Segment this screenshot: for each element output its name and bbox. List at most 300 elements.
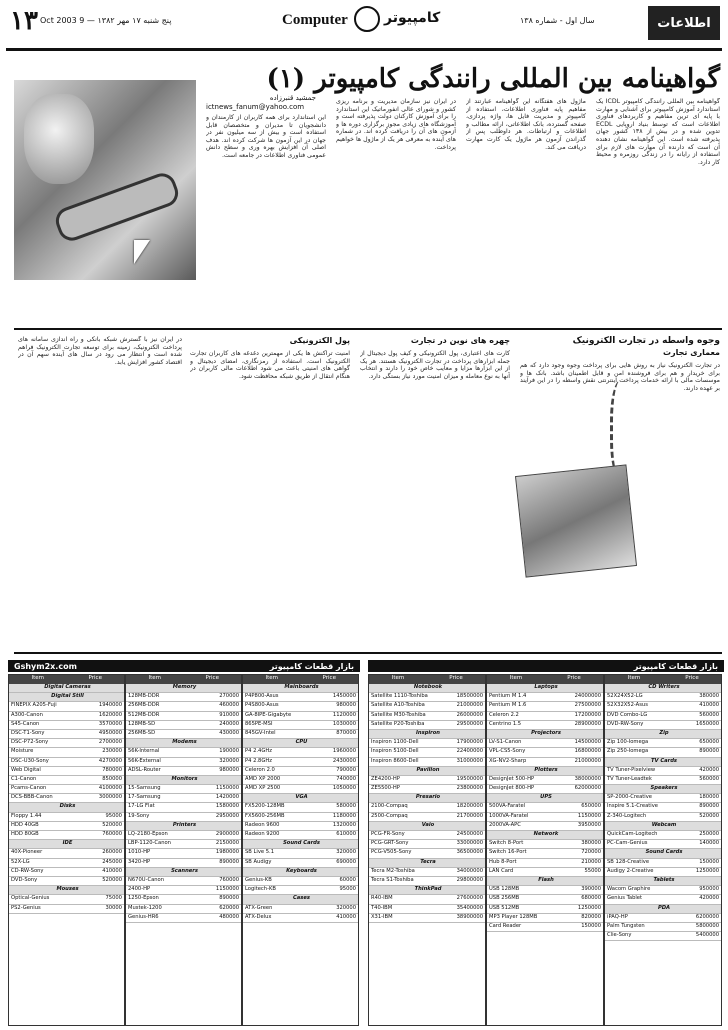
item-price: 55000 <box>584 867 601 874</box>
table-row <box>369 895 485 904</box>
table-row <box>369 831 485 840</box>
item-price: 680000 <box>581 895 601 902</box>
category-row <box>605 730 721 739</box>
table-row <box>243 914 358 923</box>
item-price: 36500000 <box>456 849 483 856</box>
item-name: GA-8IPE-Gigabyte <box>245 711 292 718</box>
table-row <box>487 702 603 711</box>
item-name: Switch 16-Port <box>489 849 527 856</box>
table-header <box>487 675 603 684</box>
item-price: 980000 <box>219 766 239 773</box>
item-price: 33000000 <box>456 840 483 847</box>
category-label: Monitors <box>171 775 198 782</box>
category-label: Pavilion <box>416 766 440 773</box>
item-name: Switch 8-Port <box>489 840 524 847</box>
table-row <box>243 877 358 886</box>
item-name: Satellite P20-Toshiba <box>371 720 425 727</box>
item-name: Card Reader <box>489 922 522 929</box>
article-column-1: گواهینامه بین المللی رانندگی کامپیوتر ICDL یک استاندارد آموزش کامپیوتر برای آشنایی و مهارت با پایه ای ترین مفاهیم و کاربردهای فناوری اطلاعات است که توسط بنیاد اروپایی ECDL تدوین شده و در بیش از ۱۳۸ کشور جهان پذیرفته شده است. این گواهینامه نشان دهنده آن است که دارنده آن مهارت های لازم برای استفاده از رایانه را در زندگی روزمره و محیط کار دارد. <box>596 98 720 166</box>
item-price: 420000 <box>699 895 719 902</box>
market-left <box>8 660 360 672</box>
category-row <box>369 730 485 739</box>
item-price: 6200000 <box>695 913 719 920</box>
item-price: 380000 <box>581 840 601 847</box>
item-name: 128MB-SD <box>128 720 156 727</box>
item-name: HDD 40GB <box>11 821 39 828</box>
item-name: LQ-2180-Epson <box>128 831 168 837</box>
item-name: Genius Tablet <box>607 895 643 902</box>
item-price: 520000 <box>699 812 719 819</box>
item-name: Wacom Graphire <box>607 886 651 893</box>
item-name: 56K-External <box>128 757 161 764</box>
table-row <box>126 859 241 868</box>
category-row <box>487 877 603 886</box>
item-name: ATX-Green <box>245 904 273 911</box>
table-row <box>605 923 721 932</box>
category-label: Zip <box>659 729 669 736</box>
table-row <box>487 840 603 849</box>
item-name: N670U-Canon <box>128 876 165 883</box>
item-price: 27500000 <box>574 702 601 709</box>
item-name: PC-Cam-Genius <box>607 840 648 847</box>
item-price: 1580000 <box>215 803 239 810</box>
table-row <box>605 776 721 785</box>
item-name: 2400-HP <box>128 886 151 893</box>
market-table-column <box>125 674 242 1026</box>
item-name: USB 128MB <box>489 886 520 893</box>
category-label: Plotters <box>534 766 558 773</box>
item-name: PCG-GRT-Sony <box>371 840 409 847</box>
category-label: Memory <box>172 684 197 690</box>
item-price: 520000 <box>102 876 122 883</box>
item-name: HDD 80GB <box>11 831 39 837</box>
item-price: 1050000 <box>332 785 356 792</box>
item-price: 16800000 <box>574 748 601 755</box>
item-price: 18200000 <box>456 803 483 810</box>
item-price: 1320000 <box>332 821 356 828</box>
table-row <box>487 905 603 914</box>
item-price: 980000 <box>336 702 356 709</box>
item-price: 320000 <box>336 849 356 856</box>
table-row <box>243 886 358 895</box>
item-name: Inspire 5.1-Creative <box>607 803 658 810</box>
item-price: 790000 <box>336 766 356 773</box>
item-price: 1980000 <box>215 849 239 856</box>
item-price: 4270000 <box>98 757 122 764</box>
category-label: Digital Still <box>51 693 84 700</box>
table-row <box>605 813 721 822</box>
table-header <box>9 675 124 684</box>
table-row <box>126 895 241 904</box>
category-row <box>243 840 358 849</box>
item-price: 950000 <box>699 886 719 893</box>
category-row <box>369 767 485 776</box>
table-row <box>605 739 721 748</box>
item-price: 30000 <box>105 904 122 911</box>
item-name: DSC-U30-Sony <box>11 757 49 764</box>
item-name: Zip 100-Iomega <box>607 739 649 746</box>
category-label: Laptops <box>534 684 558 690</box>
issue-number: سال اول - شماره ۱۳۸ <box>520 16 595 25</box>
market-table-column <box>242 674 359 1026</box>
category-label: UPS <box>540 794 552 801</box>
item-price: 190000 <box>219 748 239 755</box>
table-row <box>9 758 124 767</box>
article2-body-1: در تجارت الکترونیک نیاز به روش هایی برای پرداخت وجوه وجود دارد که هم برای خریدار و هم برای فروشنده امن و قابل اطمینان باشد. بانک ها و موسسات مالی با ارائه خدمات پرداخت اینترنتی نقش واسطه را در این فرآیند بر عهده دارند. <box>520 362 720 392</box>
category-label: Sound Cards <box>283 840 320 847</box>
column-header: Item <box>148 675 162 681</box>
category-row <box>243 794 358 803</box>
item-price: 29800000 <box>456 876 483 883</box>
category-label: Tecra <box>420 858 436 865</box>
table-row <box>487 748 603 757</box>
item-price: 890000 <box>219 895 239 902</box>
category-label: CD Writers <box>648 684 680 690</box>
category-row <box>605 822 721 831</box>
category-row <box>369 822 485 831</box>
column-header: Item <box>265 675 279 681</box>
category-row <box>487 730 603 739</box>
table-row <box>126 914 241 923</box>
item-price: 270000 <box>219 693 239 700</box>
category-label: Flash <box>538 876 554 883</box>
column-header: Price <box>567 675 581 681</box>
item-price: 1960000 <box>332 748 356 755</box>
category-label: Webcam <box>651 821 677 828</box>
item-price: 250000 <box>699 831 719 837</box>
market-section <box>8 660 724 1024</box>
table-row <box>243 776 358 785</box>
item-name: 2500-Compaq <box>371 812 408 819</box>
item-price: 17200000 <box>574 711 601 718</box>
item-name: XG-NV2-Sharp <box>489 757 527 764</box>
item-name: 2000VA-APC <box>489 821 521 828</box>
table-row <box>9 831 124 840</box>
item-name: 19-Sony <box>128 812 150 819</box>
item-price: 2700000 <box>98 739 122 746</box>
table-row <box>243 712 358 721</box>
item-name: DSC-P72-Sony <box>11 739 49 746</box>
table-row <box>369 693 485 702</box>
table-row <box>9 822 124 831</box>
category-row <box>369 684 485 693</box>
item-price: 150000 <box>581 922 601 929</box>
item-name: Genius-KB <box>245 876 272 883</box>
category-label: Inspiron <box>415 729 441 736</box>
item-name: 52X-LG <box>11 858 30 865</box>
item-price: 22400000 <box>456 748 483 755</box>
item-name: 17-LG Flat <box>128 803 155 810</box>
item-price: 38900000 <box>456 913 483 920</box>
category-row <box>126 776 241 785</box>
table-row <box>126 840 241 849</box>
item-price: 410000 <box>699 702 719 709</box>
item-name: Inspiron 8600-Dell <box>371 757 419 764</box>
item-price: 320000 <box>219 757 239 764</box>
item-price: 60000 <box>339 876 356 883</box>
table-row <box>487 849 603 858</box>
item-name: 128MB-DDR <box>128 693 160 700</box>
item-name: A300-Canon <box>11 711 43 718</box>
item-price: 560000 <box>699 775 719 782</box>
category-label: Keyboards <box>286 867 317 874</box>
table-row <box>487 785 603 794</box>
category-label: Printers <box>172 821 197 828</box>
category-label: Presario <box>415 794 441 801</box>
item-price: 260000 <box>102 849 122 856</box>
item-name: 56K-Internal <box>128 748 160 755</box>
category-row <box>487 684 603 693</box>
item-name: ZE4200-HP <box>371 775 400 782</box>
item-name: Genius-HR6 <box>128 913 159 920</box>
item-price: 3000000 <box>98 794 122 801</box>
author-email: ictnews_fanum@yahoo.com <box>206 103 305 111</box>
table-row <box>243 721 358 730</box>
item-price: 5800000 <box>695 922 719 929</box>
category-label: Digital Cameras <box>44 684 91 690</box>
table-row <box>126 712 241 721</box>
item-name: 17-Samsung <box>128 794 161 801</box>
item-name: Floppy 1.44 <box>11 812 42 819</box>
item-name: Pcams-Canon <box>11 785 47 792</box>
table-row <box>369 877 485 886</box>
item-price: 1150000 <box>215 886 239 893</box>
item-price: 210000 <box>581 858 601 865</box>
table-row <box>9 813 124 822</box>
item-price: 34000000 <box>456 867 483 874</box>
article2-body-4: در ایران نیز با گسترش شبکه بانکی و راه اندازی سامانه های پرداخت الکترونیک، زمینه برای توسعه تجارت الکترونیک فراهم شده است و انتظار می رود در سال های آینده سهم آن در اقتصاد کشور افزایش یابد. <box>18 336 182 366</box>
market-left-source: Gshym2x.com <box>14 661 77 671</box>
table-row <box>369 739 485 748</box>
item-name: CD-RW-Sony <box>11 867 44 874</box>
table-row <box>369 721 485 730</box>
table-row <box>126 748 241 757</box>
table-row <box>126 785 241 794</box>
table-row <box>369 868 485 877</box>
table-row <box>369 712 485 721</box>
item-name: USB 512MB <box>489 904 520 911</box>
item-price: 35400000 <box>456 904 483 911</box>
category-label: Sound Cards <box>645 849 683 856</box>
item-name: Optical-Genius <box>11 895 50 902</box>
item-price: 2950000 <box>215 812 239 819</box>
item-price: 1120000 <box>332 711 356 718</box>
item-price: 1030000 <box>332 720 356 727</box>
table-row <box>369 914 485 923</box>
item-name: ADSL-Router <box>128 766 161 773</box>
table-row <box>487 813 603 822</box>
item-name: Radeon 9600 <box>245 821 280 828</box>
item-price: 28900000 <box>574 720 601 727</box>
item-name: VPL-CS5-Sony <box>489 748 526 755</box>
item-name: FINEPIX A205-Fuji <box>11 702 57 709</box>
item-name: Celeron 2.2 <box>489 711 519 718</box>
table-row <box>126 849 241 858</box>
table-row <box>9 794 124 803</box>
item-name: DSC-T1-Sony <box>11 729 45 736</box>
item-price: 2150000 <box>215 840 239 847</box>
category-label: Projectors <box>531 729 561 736</box>
article2-body-2: کارت های اعتباری، پول الکترونیکی و کیف پول دیجیتال از جمله ابزارهای پرداخت در تجارت الکترونیک هستند. هر یک از این ابزارها مزایا و معایب خاص خود را دارند و انتخاب آنها به نوع معامله و میزان امنیت مورد نیاز بستگی دارد. <box>360 350 510 380</box>
category-row <box>126 684 241 693</box>
article-column-3: در ایران نیز سازمان مدیریت و برنامه ریزی کشور و شورای عالی انفورماتیک این استاندارد را برای آموزش کارکنان دولت پذیرفته است و آموزشگاه های زیادی مجوز برگزاری دوره ها و آزمون های آن را دریافت کرده اند. در شماره های آینده به معرفی هر یک از ماژول ها خواهیم پرداخت. <box>336 98 456 151</box>
item-price: 380000 <box>699 693 719 700</box>
table-row <box>487 776 603 785</box>
newspaper-logo: اطلاعات <box>648 6 720 40</box>
table-row <box>605 693 721 702</box>
table-row <box>369 785 485 794</box>
item-name: 845GV-Intel <box>245 729 276 736</box>
item-name: Mustek-1200 <box>128 904 162 911</box>
item-price: 410000 <box>336 913 356 920</box>
column-header: Price <box>205 675 219 681</box>
table-row <box>9 721 124 730</box>
item-name: Moisture <box>11 748 34 755</box>
item-name: USB 256MB <box>489 895 520 902</box>
table-row <box>243 831 358 840</box>
item-name: ATX-Delux <box>245 913 272 920</box>
item-name: AMD XP 2500 <box>245 785 281 792</box>
table-row <box>487 803 603 812</box>
article2-subtitle-1: معماری تجارت <box>663 348 720 357</box>
item-name: Satellite 1110-Toshiba <box>371 693 428 700</box>
item-price: 870000 <box>336 729 356 736</box>
item-name: Radeon 9200 <box>245 831 280 837</box>
banknote-image <box>515 464 637 577</box>
item-name: SP-2000-Creative <box>607 794 652 801</box>
item-name: 15-Samsung <box>128 785 161 792</box>
item-name: ZE5500-HP <box>371 785 400 792</box>
table-row <box>369 758 485 767</box>
item-price: 320000 <box>336 904 356 911</box>
table-row <box>126 794 241 803</box>
item-name: SB Audigy <box>245 858 272 865</box>
item-name: LAN Card <box>489 867 514 874</box>
item-name: T40-IBM <box>371 904 393 911</box>
item-price: 27600000 <box>456 895 483 902</box>
category-row <box>605 877 721 886</box>
column-header: Price <box>88 675 102 681</box>
item-price: 480000 <box>219 913 239 920</box>
item-name: Clie-Sony <box>607 932 632 939</box>
category-row <box>487 831 603 840</box>
item-price: 780000 <box>102 766 122 773</box>
article-author: جمشید قنبرزاده <box>269 94 316 102</box>
category-row <box>126 739 241 748</box>
category-row <box>9 684 124 693</box>
item-name: Tecra M2-Toshiba <box>371 867 415 874</box>
globe-icon <box>354 6 380 32</box>
item-name: C1-Canon <box>11 775 37 782</box>
table-row <box>243 813 358 822</box>
column-header: Item <box>627 675 641 681</box>
table-row <box>9 895 124 904</box>
item-price: 580000 <box>336 803 356 810</box>
article2-body-3: امنیت تراکنش ها یکی از مهمترین دغدغه های کاربران تجارت الکترونیک است. استفاده از رمزنگاری، امضای دیجیتال و گواهی های امنیتی باعث می شود اطلاعات مالی کاربران در هنگام انتقال از طریق شبکه محافظت شود. <box>190 350 350 380</box>
item-name: Tecra S1-Toshiba <box>371 876 414 883</box>
table-row <box>126 721 241 730</box>
category-row <box>243 739 358 748</box>
item-name: 52X32X52-Asus <box>607 702 648 709</box>
table-row <box>369 905 485 914</box>
item-price: 38000000 <box>574 775 601 782</box>
item-price: 4950000 <box>98 729 122 736</box>
person-face-image <box>24 94 94 184</box>
category-label: Disks <box>59 803 76 810</box>
market-right-title: بازار قطعات کامپیوتر <box>633 661 718 671</box>
item-name: 256MB-DDR <box>128 702 160 709</box>
item-price: 1620000 <box>98 711 122 718</box>
item-name: Celeron 2.0 <box>245 766 275 773</box>
table-row <box>369 803 485 812</box>
table-row <box>9 849 124 858</box>
category-row <box>605 785 721 794</box>
item-name: TV Tuner-Pixelview <box>607 766 656 773</box>
category-row <box>9 803 124 812</box>
item-price: 5400000 <box>695 932 719 939</box>
table-row <box>9 859 124 868</box>
item-name: PCG-FR-Sony <box>371 831 405 837</box>
category-row <box>487 794 603 803</box>
article-headline: گواهینامه بین المللی رانندگی کامپیوتر (۱) <box>266 64 720 94</box>
table-row <box>9 877 124 886</box>
item-name: 1250-Epson <box>128 895 159 902</box>
item-name: Logitech-KB <box>245 886 276 893</box>
item-name: iPAQ-HP <box>607 913 628 920</box>
table-row <box>126 905 241 914</box>
column-header: Price <box>322 675 336 681</box>
category-label: Modems <box>172 739 197 746</box>
item-name: 256MB-SD <box>128 729 156 736</box>
item-price: 14500000 <box>574 739 601 746</box>
table-row <box>369 702 485 711</box>
item-price: 720000 <box>581 849 601 856</box>
item-price: 140000 <box>699 840 719 847</box>
item-name: FX5200-128MB <box>245 803 285 810</box>
item-price: 560000 <box>699 711 719 718</box>
table-row <box>243 803 358 812</box>
issue-date: پنج شنبه ۱۷ مهر ۱۳۸۲ — 9 Oct 2003 <box>40 16 172 25</box>
category-row <box>243 895 358 904</box>
table-row <box>605 895 721 904</box>
item-price: 24500000 <box>456 831 483 837</box>
item-price: 1150000 <box>577 812 601 819</box>
category-row <box>9 693 124 702</box>
column-header: Item <box>391 675 405 681</box>
table-row <box>243 785 358 794</box>
item-name: DesignJet 800-HP <box>489 785 535 792</box>
item-price: 910000 <box>219 711 239 718</box>
item-price: 890000 <box>699 803 719 810</box>
item-price: 4100000 <box>98 785 122 792</box>
item-name: X31-IBM <box>371 913 393 920</box>
category-label: Network <box>533 831 559 837</box>
table-row <box>9 868 124 877</box>
table-row <box>605 840 721 849</box>
market-table-column <box>368 674 486 1026</box>
table-row <box>605 748 721 757</box>
item-price: 520000 <box>102 821 122 828</box>
article2-title: وجوه واسطه در تجارت الکترونیک <box>572 336 720 346</box>
table-row <box>487 859 603 868</box>
table-header <box>369 675 485 684</box>
category-label: ThinkPad <box>414 886 442 893</box>
item-price: 3570000 <box>98 720 122 727</box>
item-price: 890000 <box>219 858 239 865</box>
table-row <box>605 767 721 776</box>
item-name: Web Digital <box>11 766 41 773</box>
item-name: Inspiron 5100-Dell <box>371 748 419 755</box>
